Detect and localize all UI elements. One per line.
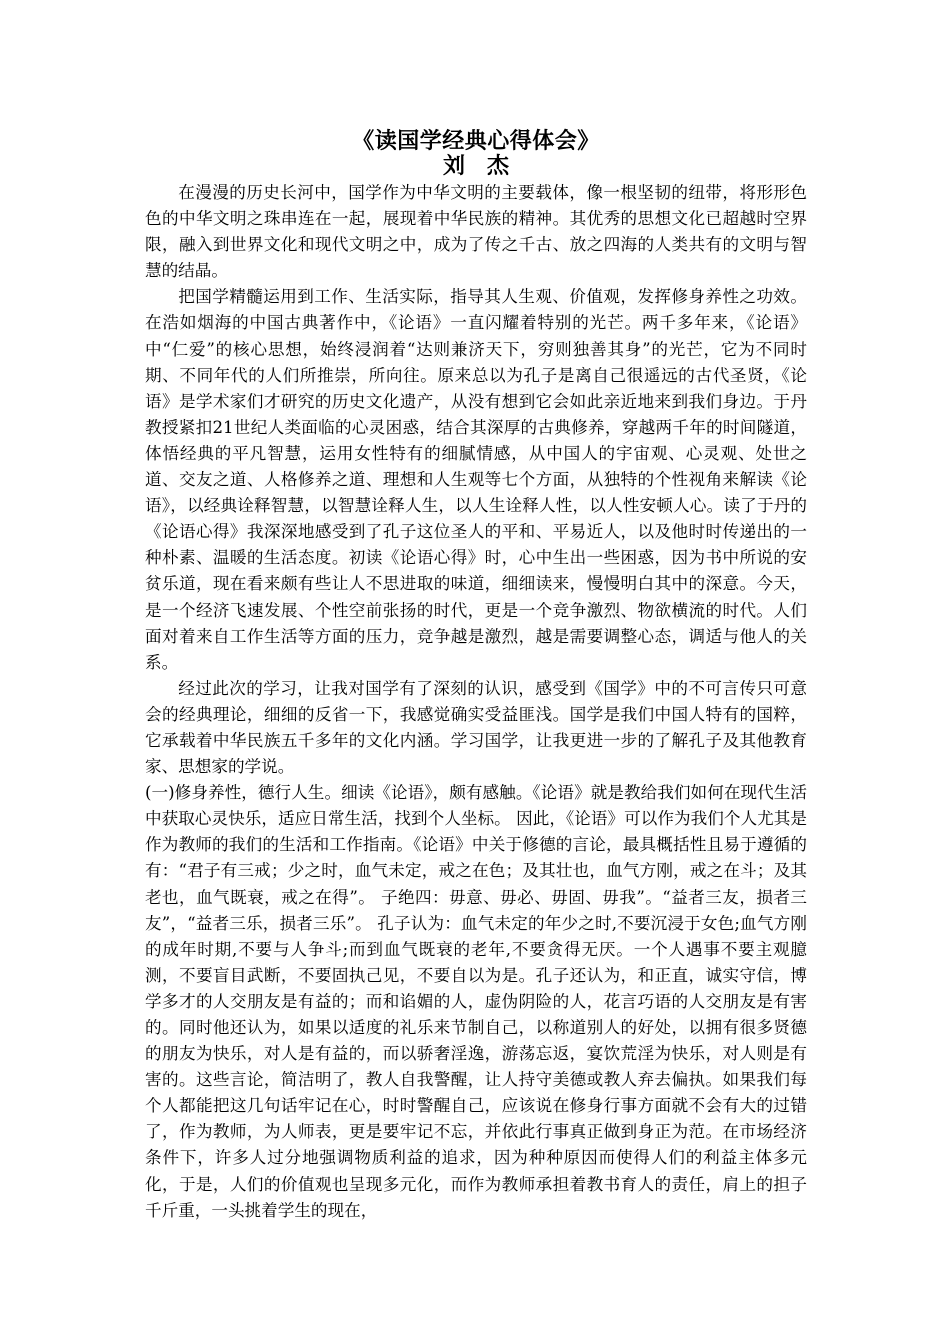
- document-title: 《读国学经典心得体会》: [352, 128, 600, 154]
- paragraph-section-one: (一)修身养性，德行人生。细读《论语》，颇有感触。《论语》就是教给我们如何在现代生活中获取心灵快乐，适应日常生活，找到个人坐标。 因此，《论语》可以作为我们个人尤其是作为教师的我们的生活和工作指南。《论语》中关于修德的言论，最具概括性且易于遵循的有：“君子有三戒；少之时，血气未定，戒之在色；及其壮也，血气方刚，戒之在斗；及其老也，血气既衰，戒之在得”。 子绝四：毋意、毋必、毋固、毋我”。“益者三友，损者三友”，“益者三乐，损者三乐”。 孔子认为：血气未定的年少之时,不要沉浸于女色;血气方刚的成年时期,不要与人争斗;而到血气既衰的老年,不要贪得无厌。一个人遇事不要主观臆测，不要盲目武断，不要固执己见，不要自以为是。孔子还认为，和正直，诚实守信，博学多才的人交朋友是有益的；而和谄媚的人，虚伪阴险的人，花言巧语的人交朋友是有害的。同时他还认为，如果以适度的礼乐来节制自己，以称道别人的好处，以拥有很多贤德的朋友为快乐，对人是有益的，而以骄奢淫逸，游荡忘返，宴饮荒淫为快乐，对人则是有害的。这些言论，简洁明了，教人自我警醒，让人持守美德或教人弃去偏执。如果我们每个人都能把这几句话牢记在心，时时警醒自己，应该说在修身行事方面就不会有大的过错了，作为教师，为人师表，更是要牢记不忘，并依此行事真正做到身正为范。在市场经济条件下，许多人过分地强调物质利益的追求，因为种种原因而使得人们的利益主体多元化，于是，人们的价值观也呈现多元化，而作为教师承担着教书育人的责任，肩上的担子千斤重，一头挑着学生的现在，: [145, 783, 807, 1220]
- paragraph-intro: 在漫漫的历史长河中，国学作为中华文明的主要载体，像一根坚韧的纽带，将形形色色的中华文明之珠串连在一起，展现着中华民族的精神。其优秀的思想文化已超越时空界限，融入到世界文化和现代文明之中，成为了传之千古、放之四海的人类共有的文明与智慧的结晶。: [145, 183, 807, 281]
- document-body: [145, 128, 807, 1224]
- author-name: 刘 杰: [442, 153, 509, 179]
- paragraph-reflection: 经过此次的学习，让我对国学有了深刻的认识，感受到《国学》中的不可言传只可意会的经典理论，细细的反省一下，我感觉确实受益匪浅。国学是我们中国人特有的国粹，它承载着中华民族五千多年的文化内涵。学习国学，让我更进一步的了解孔子及其他教育家、思想家的学说。: [145, 678, 807, 777]
- paragraph-analects: 把国学精髓运用到工作、生活实际，指导其人生观、价值观，发挥修身养性之功效。 在浩如烟海的中国古典著作中，《论语》一直闪耀着特别的光芒。两千多年来，《论语》中“仁爱”的核心思想，始终浸润着“达则兼济天下，穷则独善其身”的光芒，它为不同时期、不同年代的人们所推崇，所向往。原来总以为孔子是离自己很遥远的古代圣贤，《论语》是学术家们才研究的历史文化遗产，从没有想到它会如此亲近地来到我们身边。于丹教授紧扣21世纪人类面临的心灵困惑，结合其深厚的古典修养，穿越两千年的时间隧道，体悟经典的平凡智慧，运用女性特有的细腻情感，从中国人的宇宙观、心灵观、处世之道、交友之道、人格修养之道、理想和人生观等七个方面，从独特的个性视角来解读《论语》，以经典诠释智慧，以智慧诠释人生，以人生诠释人性，以人性安顿人心。读了于丹的《论语心得》我深深地感受到了孔子这位圣人的平和、平易近人，以及他时时传递出的一种朴素、温暖的生活态度。初读《论语心得》时，心中生出一些困惑，因为书中所说的安贫乐道，现在看来颇有些让人不思进取的味道，细细读来，慢慢明白其中的深意。今天，是一个经济飞速发展、个性空前张扬的时代，更是一个竞争激烈、物欲横流的时代。人们面对着来自工作生活等方面的压力，竞争越是激烈，越是需要调整心态，调适与他人的关系。: [145, 287, 807, 672]
